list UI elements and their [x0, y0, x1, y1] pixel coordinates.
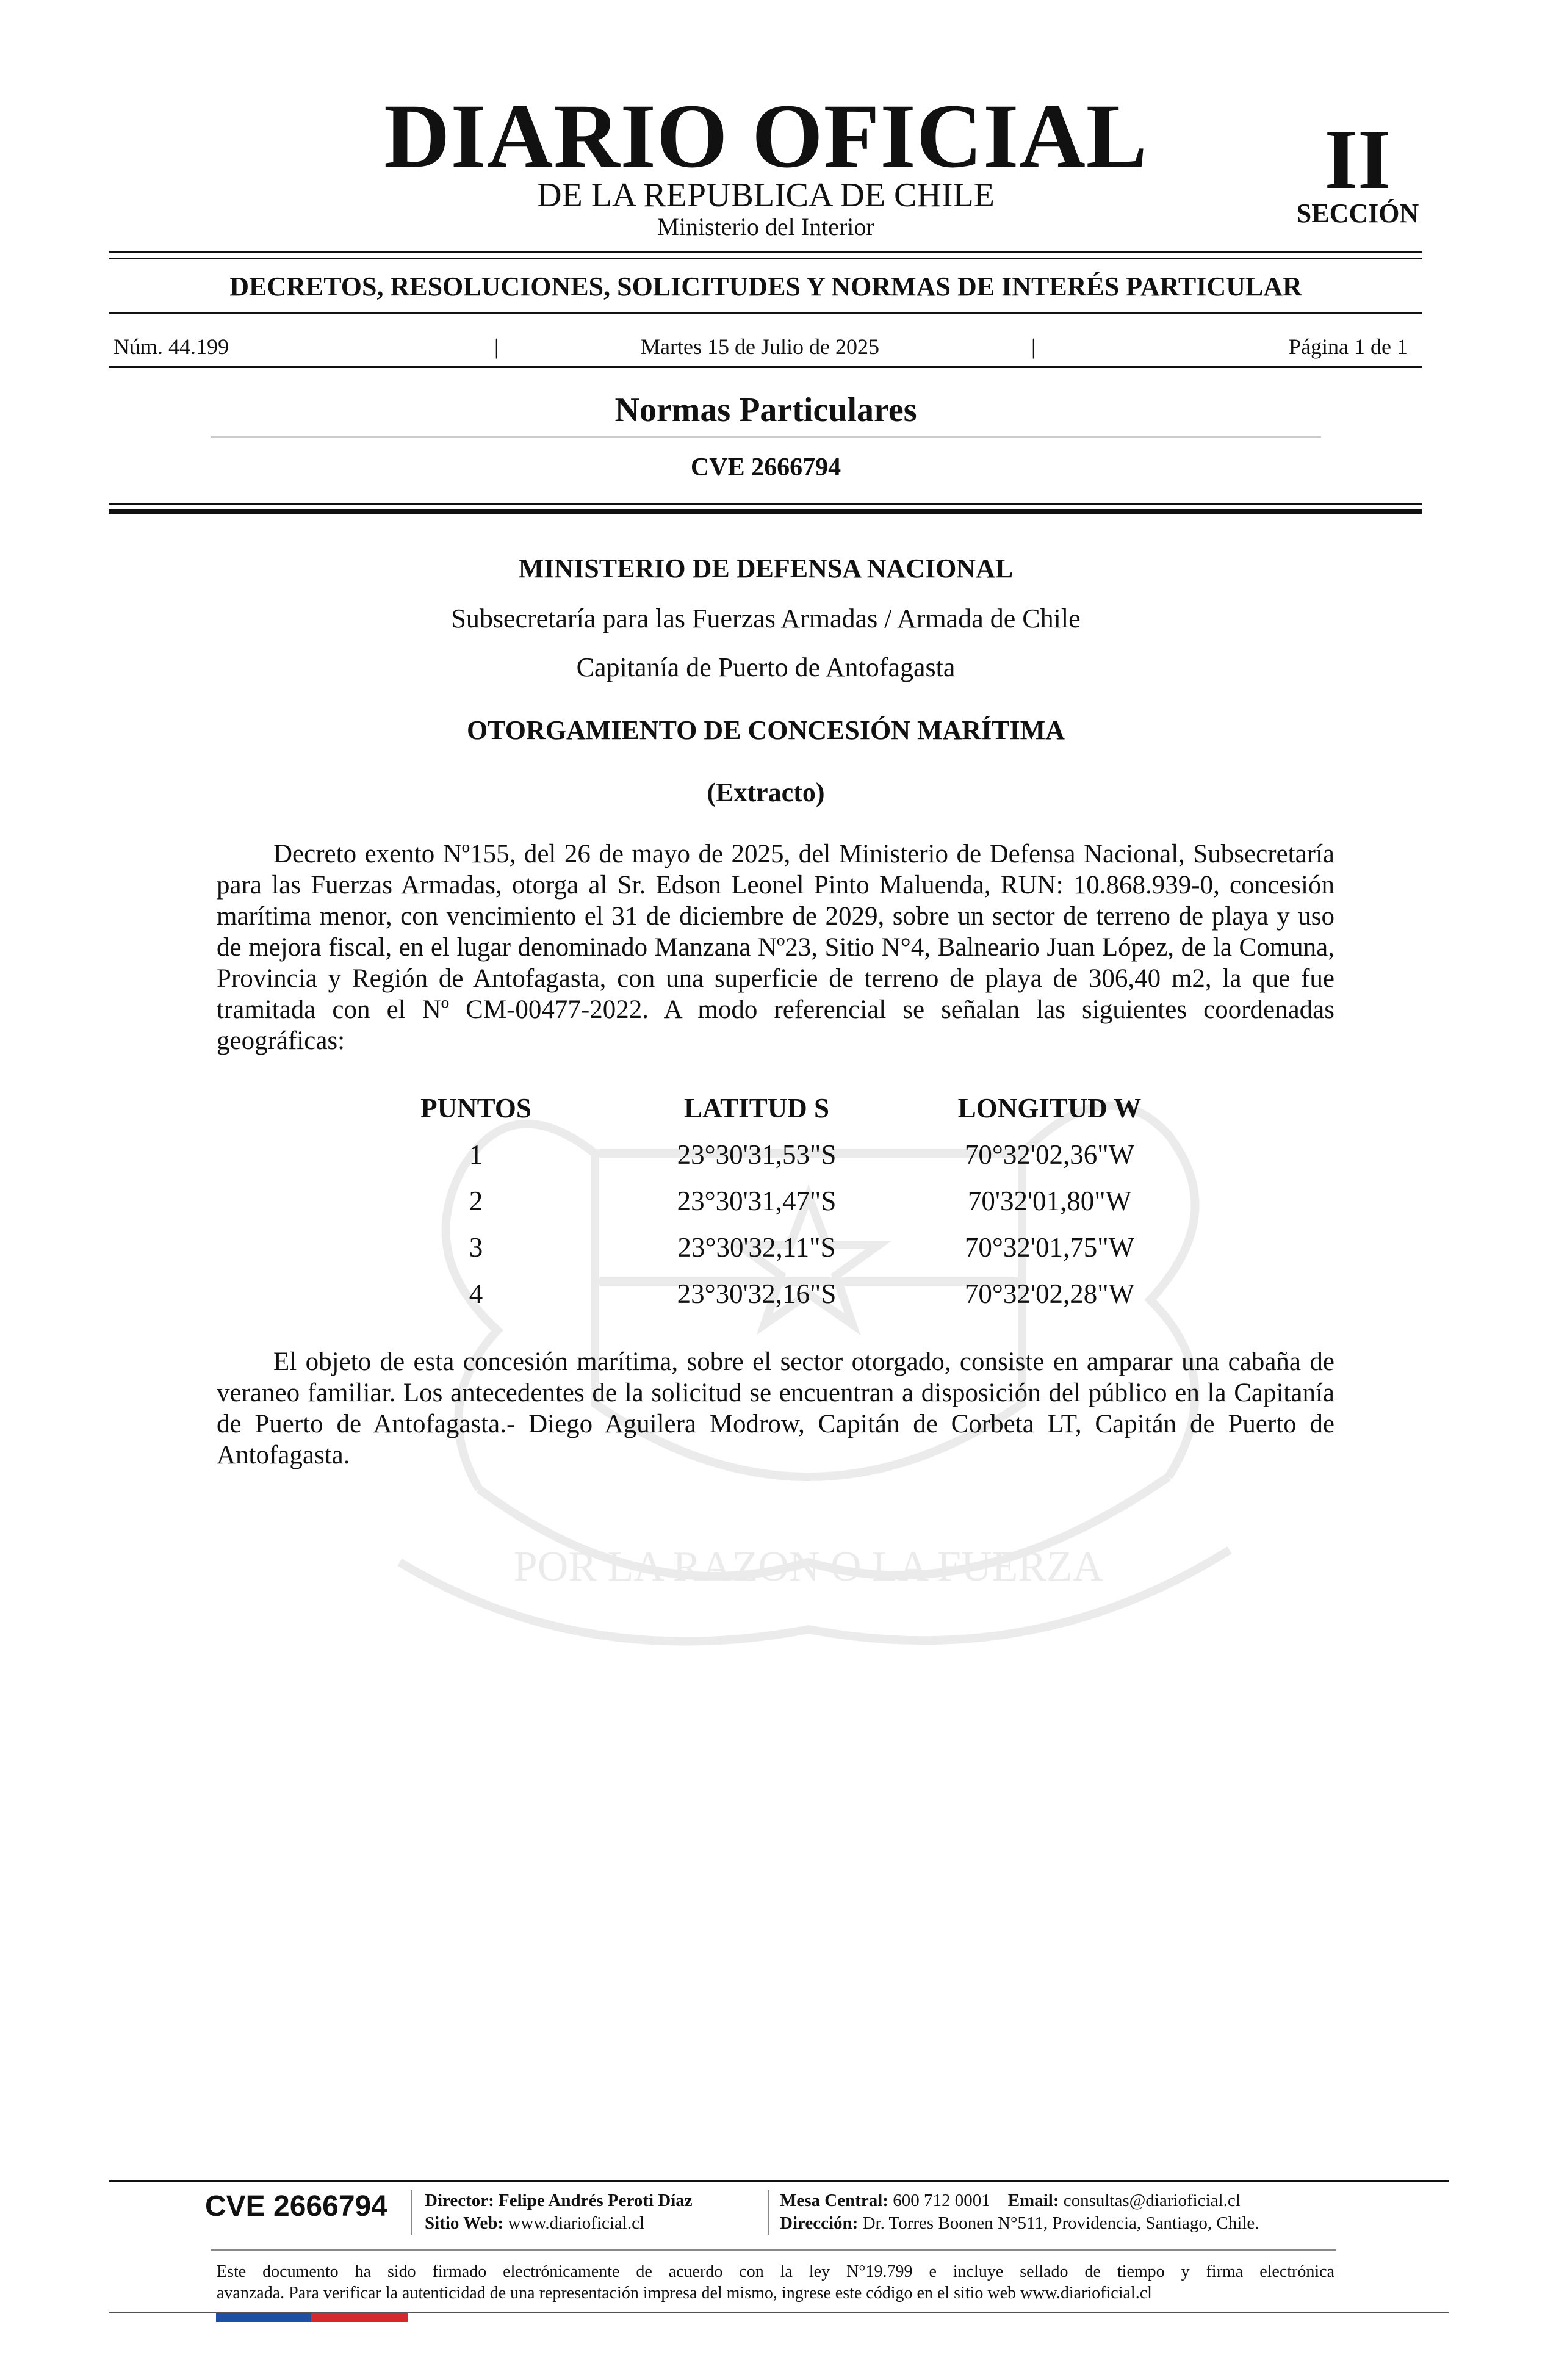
- header-rule-top-2: [109, 258, 1422, 259]
- footer-rule-top: [109, 2180, 1449, 2182]
- meta-separator: |: [1031, 334, 1036, 359]
- section-number: II: [1324, 112, 1391, 207]
- footer-divider: [768, 2190, 769, 2235]
- masthead-title: DIARIO OFICIAL: [384, 85, 1148, 187]
- footer-director-block: [425, 2190, 693, 2235]
- paragraph-decree: [217, 838, 1334, 1056]
- table-cell-lat: 23°30'31,47"S: [677, 1186, 837, 1216]
- table-cell-lon: 70°32'02,36"W: [964, 1139, 1135, 1170]
- footer-rule-bottom: [109, 2312, 1449, 2313]
- footer-cve-code: CVE 2666794: [205, 2190, 387, 2223]
- table-cell-point: 1: [469, 1139, 483, 1170]
- band-rule: [109, 312, 1422, 314]
- footer-contact-block: [780, 2190, 1259, 2235]
- flag-stripe-red: [311, 2313, 408, 2322]
- section-title: Normas Particulares: [614, 391, 917, 429]
- paragraph-decree-text: Decreto exento Nº155, del 26 de mayo de 2025, del Ministerio de Defensa Nacional, Subsecretaría para las Fuerzas Armadas, otorga al Sr. Edson Leonel Pinto Maluenda, RUN: 10.868.939-0, concesión marítima menor, con vencimiento el 31 de diciembre de 2029, sobre un sector de terreno de playa y uso de mejora fiscal, en el lugar denominado Manzana Nº23, Sitio N°4, Balneario Juan López, de la Comuna, Provincia y Región de Antofagasta, con una superficie de terreno de playa de 306,40 m2, la que fue tramitada con el Nº CM-00477-2022. A modo referencial se señalan las siguientes coordenadas geográficas:: [217, 840, 1334, 1055]
- director-name: Felipe Andrés Peroti Díaz: [499, 2191, 693, 2210]
- legal-notice-line1: Este documento ha sido firmado electrónicamente de acuerdo con la ley N°19.799 e incluye sellado de tiempo y firma electrónica: [217, 2262, 1334, 2281]
- table-cell-lat: 23°30'32,11"S: [677, 1232, 836, 1263]
- table-cell-point: 4: [469, 1278, 483, 1309]
- legal-notice-line2: avanzada. Para verificar la autenticidad de una representación impresa del mismo, ingrese este código en el sitio web www.diarioficial.cl: [217, 2284, 1152, 2302]
- flag-stripe-blue: [216, 2313, 311, 2322]
- footer-rule-mid: [211, 2249, 1336, 2251]
- table-cell-lon: 70°32'01,75"W: [964, 1232, 1135, 1263]
- email-address: consultas@diarioficial.cl: [1063, 2191, 1241, 2210]
- capitania-line: Capitanía de Puerto de Antofagasta: [576, 652, 956, 682]
- table-header-puntos: PUNTOS: [420, 1093, 531, 1123]
- site-label: Sitio Web:: [425, 2213, 504, 2233]
- email-label: Email:: [1007, 2191, 1059, 2210]
- header-rule-top: [109, 251, 1422, 253]
- footer-divider: [411, 2190, 412, 2235]
- ministry-heading: MINISTERIO DE DEFENSA NACIONAL: [518, 554, 1014, 583]
- meta-separator: |: [494, 334, 499, 359]
- masthead-subtitle: DE LA REPUBLICA DE CHILE: [537, 176, 995, 214]
- section-label: SECCIÓN: [1296, 198, 1419, 228]
- table-header-latitud: LATITUD S: [684, 1093, 829, 1123]
- mesa-label: Mesa Central:: [780, 2191, 888, 2210]
- masthead-ministry: Ministerio del Interior: [657, 213, 874, 240]
- table-cell-lon: 70°32'02,28"W: [964, 1278, 1135, 1309]
- paragraph-object: [217, 1346, 1334, 1471]
- mesa-phone: 600 712 0001: [893, 2191, 990, 2210]
- issue-date: Martes 15 de Julio de 2025: [641, 334, 879, 359]
- table-cell-lat: 23°30'31,53"S: [677, 1139, 837, 1170]
- issue-number: Núm. 44.199: [113, 334, 229, 359]
- subsecretaria-line: Subsecretaría para las Fuerzas Armadas / Armada de Chile: [451, 604, 1081, 633]
- page-count: Página 1 de 1: [1289, 334, 1408, 359]
- paragraph-object-text: El objeto de esta concesión marítima, sobre el sector otorgado, consiste en amparar una cabaña de veraneo familiar. Los antecedentes de la solicitud se encuentran a disposición del público en la Capitanía de Puerto de Antofagasta.- Diego Aguilera Modrow, Capitán de Corbeta LT, Capitán de Puerto de Antofagasta.: [217, 1347, 1334, 1469]
- address-text: Dr. Torres Boonen N°511, Providencia, Santiago, Chile.: [862, 2213, 1259, 2233]
- table-cell-lon: 70'32'01,80"W: [967, 1186, 1132, 1216]
- table-header-longitud: LONGITUD W: [957, 1093, 1142, 1123]
- meta-rule: [109, 366, 1422, 368]
- section-title-rule: [211, 436, 1321, 438]
- cve-code: CVE 2666794: [690, 453, 841, 481]
- document-title: OTORGAMIENTO DE CONCESIÓN MARÍTIMA: [467, 715, 1065, 745]
- address-label: Dirección:: [780, 2213, 859, 2233]
- table-cell-lat: 23°30'32,16"S: [677, 1278, 837, 1309]
- director-label: Director:: [425, 2191, 494, 2210]
- heavy-rule-top: [109, 503, 1422, 505]
- motto-watermark: POR LA RAZON O LA FUERZA: [513, 1543, 1104, 1590]
- band-title: DECRETOS, RESOLUCIONES, SOLICITUDES Y NORMAS DE INTERÉS PARTICULAR: [229, 272, 1302, 301]
- extract-label: (Extracto): [707, 777, 825, 807]
- heavy-rule-bottom: [109, 509, 1422, 514]
- table-cell-point: 2: [469, 1186, 483, 1216]
- site-url: www.diarioficial.cl: [508, 2213, 645, 2233]
- table-cell-point: 3: [469, 1232, 483, 1263]
